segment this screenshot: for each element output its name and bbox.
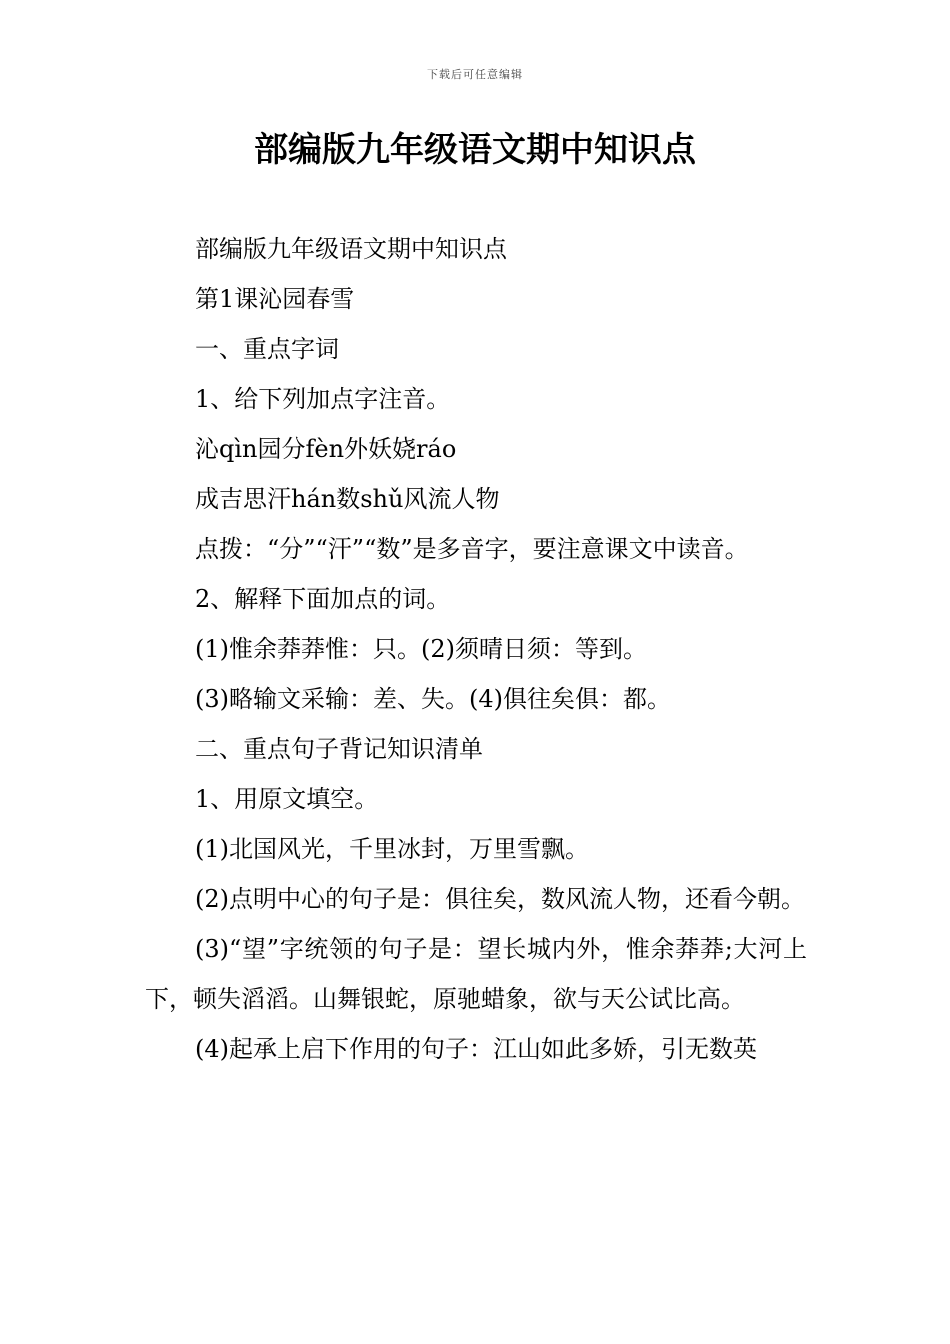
paragraph: 点拨：“分”“汗”“数”是多音字，要注意课文中读音。 [195, 535, 749, 563]
paragraph: 部编版九年级语文期中知识点 [195, 235, 507, 263]
paragraph: (2)点明中心的句子是：俱往矣，数风流人物，还看今朝。 [195, 885, 805, 913]
paragraph: (1)惟余莽莽惟：只。(2)须晴日须：等到。 [195, 635, 647, 663]
paragraph: (3)“望”字统领的句子是：望长城内外，惟余莽莽;大河上下，顿失滔滔。山舞银蛇，原驰蜡象，欲与天公试比高。 [145, 935, 807, 1013]
paragraph: (1)北国风光，千里冰封，万里雪飘。 [195, 835, 589, 863]
header-note: 下载后可任意编辑 [427, 68, 523, 81]
paragraph: 沁qìn园分fèn外妖娆ráo [195, 435, 457, 463]
paragraph: 成吉思汗hán数shǔ风流人物 [195, 485, 500, 513]
paragraph: 第1课沁园春雪 [195, 285, 355, 313]
paragraph: (4)起承上启下作用的句子：江山如此多娇，引无数英 [195, 1035, 757, 1063]
paragraph: 一、重点字词 [195, 335, 339, 363]
document-title: 部编版九年级语文期中知识点 [254, 130, 696, 170]
paragraph: 1、用原文填空。 [195, 785, 379, 813]
paragraph: 1、给下列加点字注音。 [195, 385, 451, 413]
paragraph: (3)略输文采输：差、失。(4)俱往矣俱：都。 [195, 685, 671, 713]
document-body [145, 224, 807, 1074]
paragraph: 2、解释下面加点的词。 [195, 585, 451, 613]
paragraph: 二、重点句子背记知识清单 [195, 735, 483, 763]
